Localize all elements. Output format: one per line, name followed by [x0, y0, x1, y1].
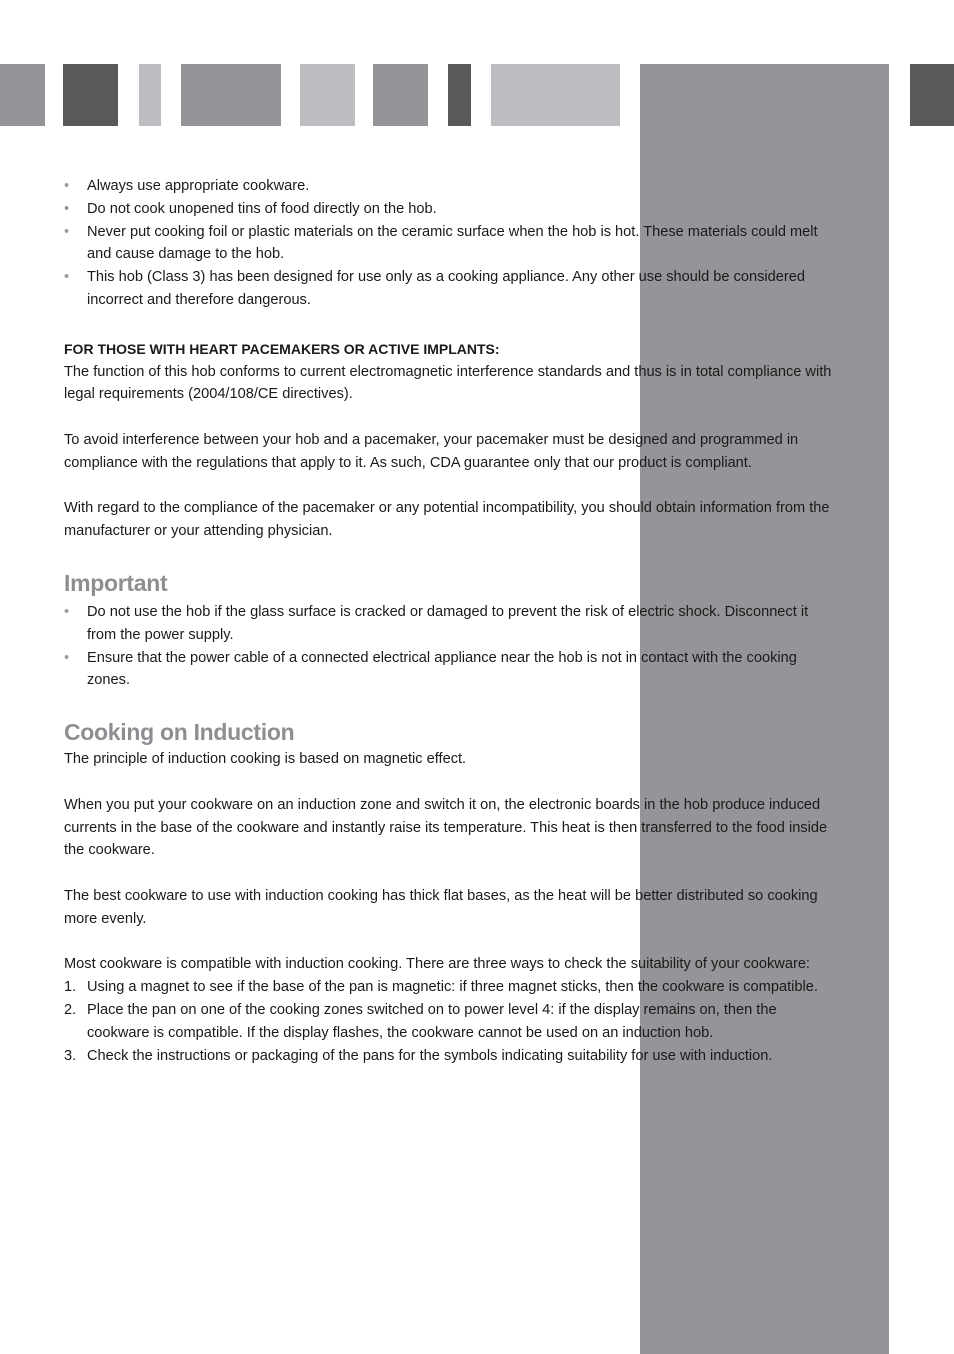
list-item	[64, 999, 834, 1045]
list-item: • Do not cook unopened tins of food directly on the hob.	[64, 198, 834, 221]
header-block-9	[910, 64, 954, 126]
header-block-2	[63, 64, 118, 126]
pacemaker-paragraph-3: With regard to the compliance of the pacemaker or any potential incompatibility, you should obtain information from the manufacturer or your attending physician.	[64, 500, 830, 540]
important-bullet-list	[64, 601, 834, 692]
important-heading: Important	[64, 569, 168, 596]
pacemaker-heading: FOR THOSE WITH HEART PACEMAKERS OR ACTIVE IMPLANTS:	[64, 340, 500, 357]
list-item: • Never put cooking foil or plastic materials on the ceramic surface when the hob is hot. These materials could melt and cause damage to the hob.	[64, 221, 834, 267]
header-block-7	[448, 64, 471, 126]
suitability-steps	[64, 976, 834, 1067]
header-block-1	[0, 64, 45, 126]
pacemaker-paragraph-1: The function of this hob conforms to current electromagnetic interference standards and thus is in total compliance with legal requirements (2004/108/CE directives).	[64, 363, 832, 403]
list-item	[64, 1045, 834, 1068]
header-block-5	[300, 64, 355, 126]
step-number: 2.	[64, 1001, 77, 1018]
page-body	[64, 175, 834, 1067]
induction-paragraph-4: Most cookware is compatible with induction cooking. There are three ways to check the suitability of your cookware:	[64, 956, 810, 973]
step-text: Place the pan on one of the cooking zones switched on to power level 4: if the display remains on, then the cookware is compatible. If the display flashes, the cookware cannot be used on an induction hob.	[87, 1001, 777, 1041]
list-item: • Ensure that the power cable of a connected electrical appliance near the hob is not in contact with the cooking zones.	[64, 647, 834, 693]
step-number: 3.	[64, 1047, 77, 1064]
step-text: Check the instructions or packaging of the pans for the symbols indicating suitability for use with induction.	[87, 1047, 773, 1064]
safety-bullet-list	[64, 175, 834, 312]
induction-paragraph-2: When you put your cookware on an induction zone and switch it on, the electronic boards in the hob produce induced currents in the base of the cookware and instantly raise its temperature. This heat is then transferred to the food inside the cookware.	[64, 796, 828, 859]
induction-paragraph-1: The principle of induction cooking is based on magnetic effect.	[64, 751, 467, 768]
step-number: 1.	[64, 979, 77, 996]
induction-paragraph-3: The best cookware to use with induction cooking has thick flat bases, as the heat will be better distributed so cooking more evenly.	[64, 887, 818, 927]
step-text: Using a magnet to see if the base of the pan is magnetic: if three magnet sticks, then the cookware is compatible.	[87, 979, 818, 996]
list-item: • This hob (Class 3) has been designed for use only as a cooking appliance. Any other use should be considered incorrect and therefore dangerous.	[64, 266, 834, 312]
header-block-6	[373, 64, 428, 126]
header-block-8	[491, 64, 620, 126]
pacemaker-paragraph-2: To avoid interference between your hob and a pacemaker, your pacemaker must be designed and programmed in compliance with the regulations that apply to it. As such, CDA guarantee only that our product is compliant.	[64, 431, 799, 471]
list-item: • Always use appropriate cookware.	[64, 175, 834, 198]
header-block-4	[181, 64, 281, 126]
header-block-3	[139, 64, 161, 126]
list-item: • Do not use the hob if the glass surface is cracked or damaged to prevent the risk of electric shock. Disconnect it from the power supply.	[64, 601, 834, 647]
list-item	[64, 976, 834, 999]
induction-heading: Cooking on Induction	[64, 719, 295, 746]
